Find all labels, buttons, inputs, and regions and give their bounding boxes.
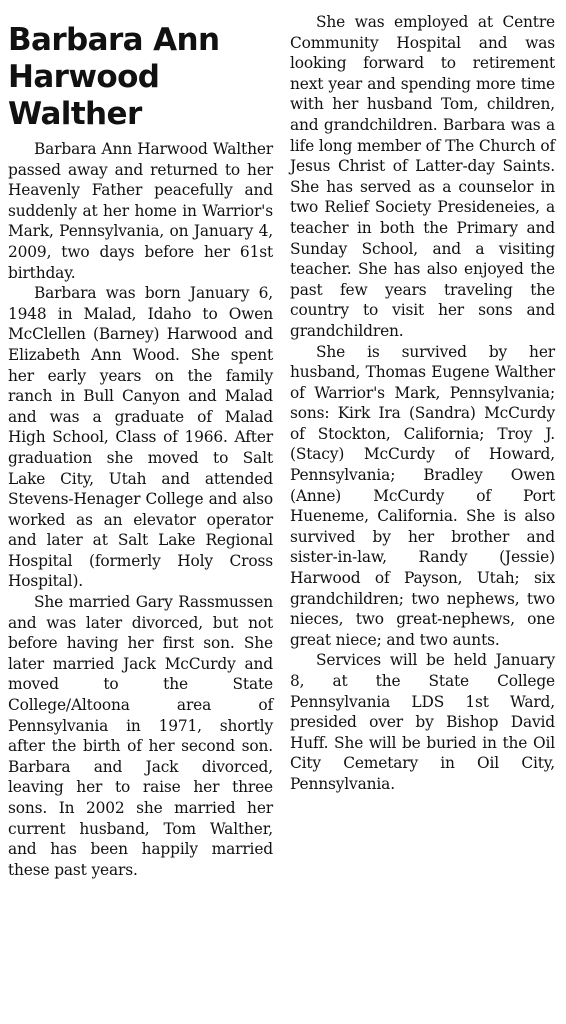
paragraph-intro: Barbara Ann Harwood Walther passed away and returned to her Heavenly Father peacefully and suddenly at her home in Warrior's Mark, Pennsylvania, on January 4, 2009, two days before her 61st birthday. [8, 140, 273, 282]
right-column [290, 12, 555, 795]
paragraph-marriage: She married Gary Rassmussen and was later divorced, but not before having her first son. She later married Jack McCurdy and moved to the State College/Altoona area of Pennsylvania in 1971, shortly after the birth of her second son. Barbara and Jack divorced, leaving her to raise her three sons. In 2002 she married her current husband, Tom Walther, and has been happily married these past years. [8, 593, 273, 879]
paragraph-early-life: Barbara was born January 6, 1948 in Malad, Idaho to Owen McClellen (Barney) Harwood and Elizabeth Ann Wood. She spent her early years on the family ranch in Bull Canyon and Malad and was a graduate of Malad High School, Class of 1966. After graduation she moved to Salt Lake City, Utah and attended Stevens-Henager College and also worked as an elevator operator and later at Salt Lake Regional Hospital (formerly Holy Cross Hospital). [8, 284, 273, 591]
obituary-title: Barbara Ann Harwood Walther [8, 22, 220, 132]
paragraph-survivors: She is survived by her husband, Thomas Eugene Walther of Warrior's Mark, Pennsylvania; sons: Kirk Ira (Sandra) McCurdy of Stockton, California; Troy J. (Stacy) McCurdy of Howard, Pennsylvania; Bradley Owen (Anne) McCurdy of Port Hueneme, California. She is also survived by her brother and sister-in-law, Randy (Jessie) Harwood of Payson, Utah; six grandchildren; two nephews, two nieces, two great-nephews, one great niece; and two aunts. [290, 342, 555, 649]
paragraph-services: Services will be held January 8, at the State College Pennsylvania LDS 1st Ward, presided over by Bishop David Huff. She will be buried in the Oil City Cemetary in Oil City, Pennsylvania. [290, 651, 555, 793]
left-column [8, 12, 273, 880]
paragraph-career-church: She was employed at Centre Community Hospital and was looking forward to retirement next year and spending more time with her husband Tom, children, and grandchildren. Barbara was a life long member of The Church of Jesus Christ of Latter-day Saints. She has served as a counselor in two Relief Society Presideneies, a teacher in both the Primary and Sunday School, and a visiting teacher. She has also enjoyed the past few years traveling the country to visit her sons and grandchildren. [290, 13, 555, 340]
